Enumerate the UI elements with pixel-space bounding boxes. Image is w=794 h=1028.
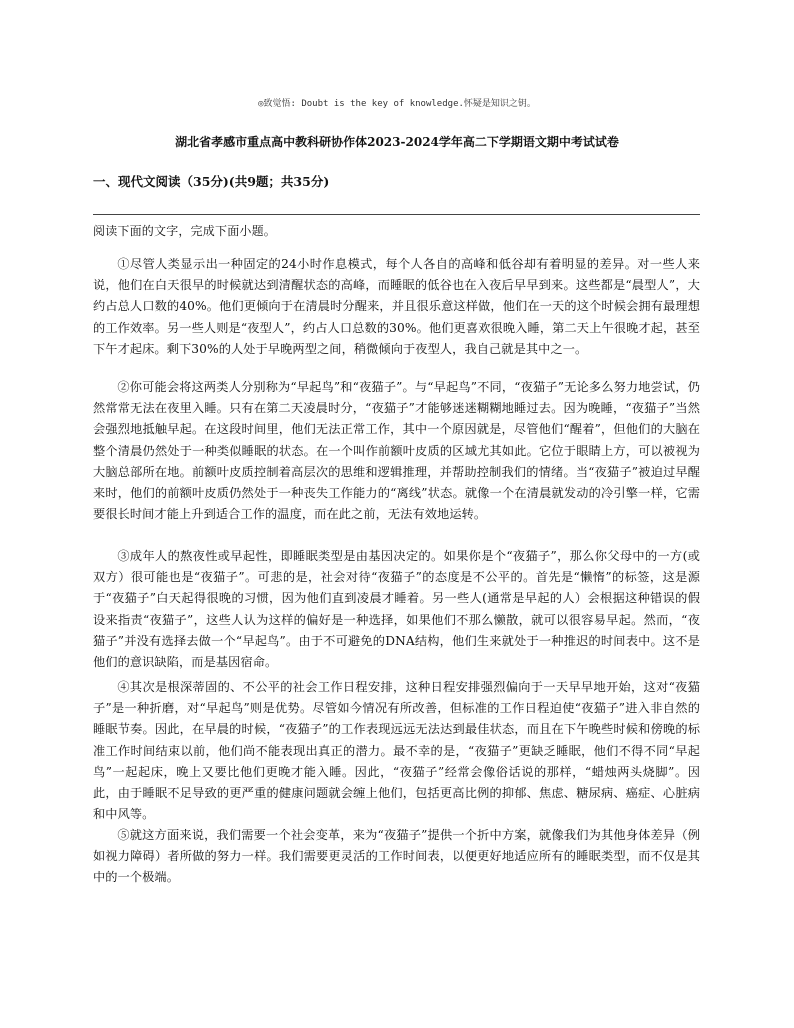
paragraph-3: ③成年人的熬夜性或早起性，即睡眠类型是由基因决定的。如果你是个“夜猫子”，那么你父母中的一方(或双方）很可能也是“夜猫子”。可悲的是，社会对待“夜猫子”的态度是不公平的。首先是“懒惰”的标签，这是源于“夜猫子”白天起得很晚的习惯，因为他们直到凌晨才睡着。另一些人(通常是早起的人）会根据这种错误的假设来指责“夜猫子”，这些人认为这样的偏好是一种选择，如果他们不那么懒散，就可以很容易早起。然而，“夜猫子”并没有选择去做一个“早起鸟”。由于不可避免的DNA结构，他们生来就处于一种推迟的时间表中。这不是他们的意识缺陷，而是基因宿命。 xyxy=(93,549,700,670)
reading-instruction: 阅读下面的文字，完成下面小题。 xyxy=(93,224,277,238)
divider xyxy=(93,214,700,215)
exam-title: 湖北省孝感市重点高中教科研协作体2023-2024学年高二下学期语文期中考试试卷 xyxy=(175,135,619,149)
header-motto: ◎致觉悟: Doubt is the key of knowledge.怀疑是知识之钥。 xyxy=(258,99,536,109)
paragraph-1: ①尽管人类显示出一种固定的24小时作息模式，每个人各自的高峰和低谷却有着明显的差异。对一些人来说，他们在白天很早的时候就达到清醒状态的高峰，而睡眠的低谷也在入夜后早早到来。这些都是“晨型人”，大约占总人口数的40%。他们更倾向于在清晨时分醒来，并且很乐意这样做，他们在一天的这个时候会拥有最理想的工作效率。另一些人则是“夜型人”，约占人口总数的30%。他们更喜欢很晚入睡，第二天上午很晚才起，甚至下午才起床。剩下30%的人处于早晚两型之间，稍微倾向于夜型人，我自己就是其中之一。 xyxy=(93,257,700,356)
section-heading: 一、现代文阅读（35分)(共9题；共35分) xyxy=(93,174,330,189)
paragraph-2: ②你可能会将这两类人分别称为“早起鸟”和“夜猫子”。与“早起鸟”不同，“夜猫子”无论多么努力地尝试，仍然常常无法在夜里入睡。只有在第二天凌晨时分，“夜猫子”才能够迷迷糊糊地睡过去。因为晚睡，“夜猫子”当然会强烈地抵触早起。在这段时间里，他们无法正常工作，其中一个原因就是，尽管他们“醒着”，但他们的大脑在整个清晨仍然处于一种类似睡眠的状态。在一个叫作前额叶皮质的区域尤其如此。它位于眼睛上方，可以被视为大脑总部所在地。前额叶皮质控制着高层次的思维和逻辑推理，并帮助控制我们的情绪。当“夜猫子”被迫过早醒来时，他们的前额叶皮质仍然处于一种丧失工作能力的“离线”状态。就像一个在清晨就发动的冷引擎一样，它需要很长时间才能上升到适合工作的温度，而在此之前，无法有效地运转。 xyxy=(93,380,700,522)
paragraph-4: ④其次是根深蒂固的、不公平的社会工作日程安排，这种日程安排强烈偏向于一天早早地开始，这对“夜猫子”是一种折磨，对“早起鸟”则是优势。尽管如今情况有所改善，但标准的工作日程迫使“夜猫子”进入非自然的睡眠节奏。因此，在早晨的时候，“夜猫子”的工作表现远远无法达到最佳状态，而且在下午晚些时候和傍晚的标准工作时间结束以前，他们尚不能表现出真正的潜力。最不幸的是，“夜猫子”更缺乏睡眠，他们不得不同“早起鸟”一起起床，晚上又要比他们更晚才能入睡。因此，“夜猫子”经常会像俗话说的那样，“蜡烛两头烧脚”。因此，由于睡眠不足导致的更严重的健康问题就会缠上他们，包括更高比例的抑郁、焦虑、糖尿病、癌症、心脏病和中风等。 xyxy=(93,680,700,822)
paragraph-5: ⑤就这方面来说，我们需要一个社会变革，来为“夜猫子”提供一个折中方案，就像我们为其他身体差异（例如视力障碍）者所做的努力一样。我们需要更灵活的工作时间表，以便更好地适应所有的睡眠类型，而不仅是其中的一个极端。 xyxy=(93,828,700,885)
